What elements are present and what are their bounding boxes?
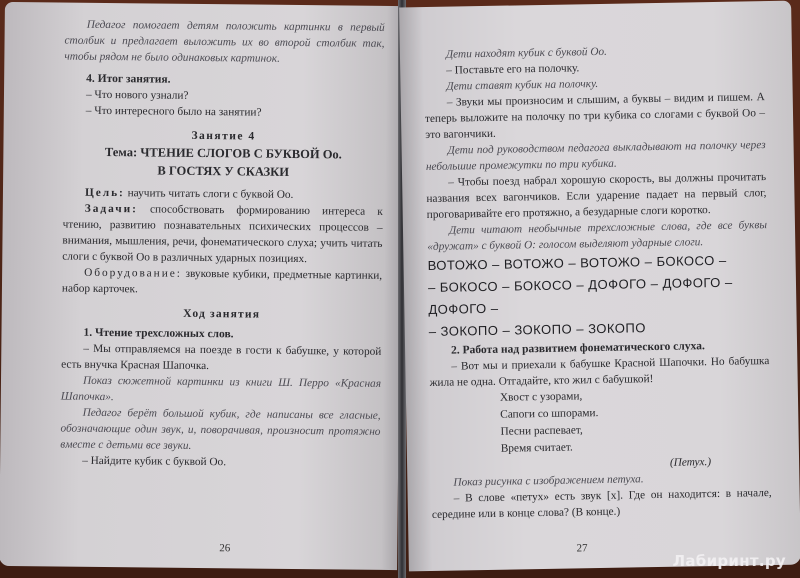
poem-line: Хвост с узорами, [499, 390, 583, 404]
poem-line: Время считает. [500, 441, 573, 455]
left-page [0, 2, 403, 570]
right-paragraph-6: – Чтобы поезд набрал хорошую скорость, вы должны прочитать названия всех вагончиков. Если ударение падает на первый слог, проговаривайте его протяжно, а безударные слоги коротко. [426, 171, 767, 222]
labirint-watermark: Лабиринт.ру [672, 552, 786, 570]
page-number-right: 27 [576, 542, 588, 555]
section-2-heading: 2. Работа над развитием фонематического слуха. [451, 340, 705, 357]
right-paragraph-8: – Вот мы и приехали к бабушке Красной Шапочки. Но бабушка жила не одна. Отгадайте, кто жил с бабушкой! [429, 355, 770, 389]
section-1-heading: 1. Чтение трехсложных слов. [83, 326, 234, 341]
section-1-paragraph-3: Педагог берёт большой кубик, где написаны все гласные, обозначающие один звук, и, поворачивая, произносит протяжно вместе с детьми все звуки. [60, 406, 381, 452]
right-paragraph-2: – Поставьте его на полочку. [446, 62, 580, 77]
right-paragraph-9: Показ рисунка с изображением петуха. [453, 473, 644, 489]
right-paragraph-4: – Звуки мы произносим и слышим, а буквы – видим и пишем. А теперь выложите на полочку по три кубика со слогами с буквой Оо – это вагончики. [424, 91, 766, 142]
syllables-line-1: ВОТОЖО – ВОТОЖО – ВОТОЖО – БОКОСО – [427, 252, 727, 274]
tasks-paragraph [62, 201, 383, 268]
right-paragraph-10: – В слове «петух» есть звук [х]. Где он находится: в начале, середине или в конце слова? (В конце.) [431, 487, 772, 521]
summary-question-1: – Что нового узнали? [85, 88, 189, 102]
lesson-course-heading: Ход занятия [183, 307, 261, 321]
equipment-label: Оборудование: [84, 266, 183, 280]
syllables-line-3: – ЗОКОПО – ЗОКОПО – ЗОКОПО [428, 320, 647, 339]
poem-line: Сапоги со шпорами. [500, 407, 599, 421]
right-paragraph-1: Дети находят кубик с буквой Оо. [445, 45, 608, 61]
goal-text: научить читать слоги с буквой Оо. [124, 187, 294, 201]
goal-label: Цель: [84, 186, 125, 200]
right-paragraph-7: Дети читают необычные трехсложные слова, где все буквы «дружат» с буквой О: голосом выделяют ударные слоги. [427, 219, 768, 254]
tasks-text: способствовать формированию интереса к чтению, развитию познавательных психических процессов – внимания, мышления, речи, фонематического слуха; учить читать слоги с буквой Оо в различных ударных позициях. [62, 203, 383, 266]
equipment-text: звуковые кубики, предметные картинки, набор карточек. [61, 267, 383, 296]
syllables-line-2: – БОКОСО – БОКОСО – ДОФОГО – ДОФОГО – ДОФОГО – [427, 274, 733, 317]
tasks-label: Задачи: [84, 202, 139, 216]
section-1-paragraph-1: – Мы отправляемся на поезде в гости к бабушке, у которой есть внучка Красная Шапочка. [61, 342, 382, 373]
lesson-theme-line-2: В ГОСТЯХ У СКАЗКИ [157, 163, 290, 179]
section-1-paragraph-4: – Найдите кубик с буквой Оо. [82, 454, 227, 469]
riddle-poem [430, 385, 771, 459]
right-paragraph-5: Дети под руководством педагога выкладывают на полочку через небольшие промежутки по три кубика. [425, 139, 766, 174]
lesson-theme-line-1: Тема: ЧТЕНИЕ СЛОГОВ С БУКВОЙ Оо. [104, 144, 342, 162]
section-1-paragraph-2: Показ сюжетной картинки из книги Ш. Перро «Красная Шапочка». [60, 374, 382, 404]
right-paragraph-3: Дети ставят кубик на полочку. [446, 78, 599, 93]
summary-heading: 4. Итог занятия. [86, 72, 171, 86]
intro-paragraph: Педагог помогает детям положить картинки в первый столбик и предлагает выложить их во второй столбик так, чтобы рядом не было одинаковых картинок. [64, 18, 385, 65]
equipment-paragraph [62, 265, 382, 300]
page-number-left: 26 [219, 542, 231, 555]
lesson-number: Занятие 4 [191, 129, 256, 143]
right-page [399, 1, 800, 572]
riddle-answer: (Петух.) [669, 456, 712, 469]
summary-question-2: – Что интересного было на занятии? [85, 104, 262, 119]
poem-line: Песни распевает, [500, 424, 583, 438]
